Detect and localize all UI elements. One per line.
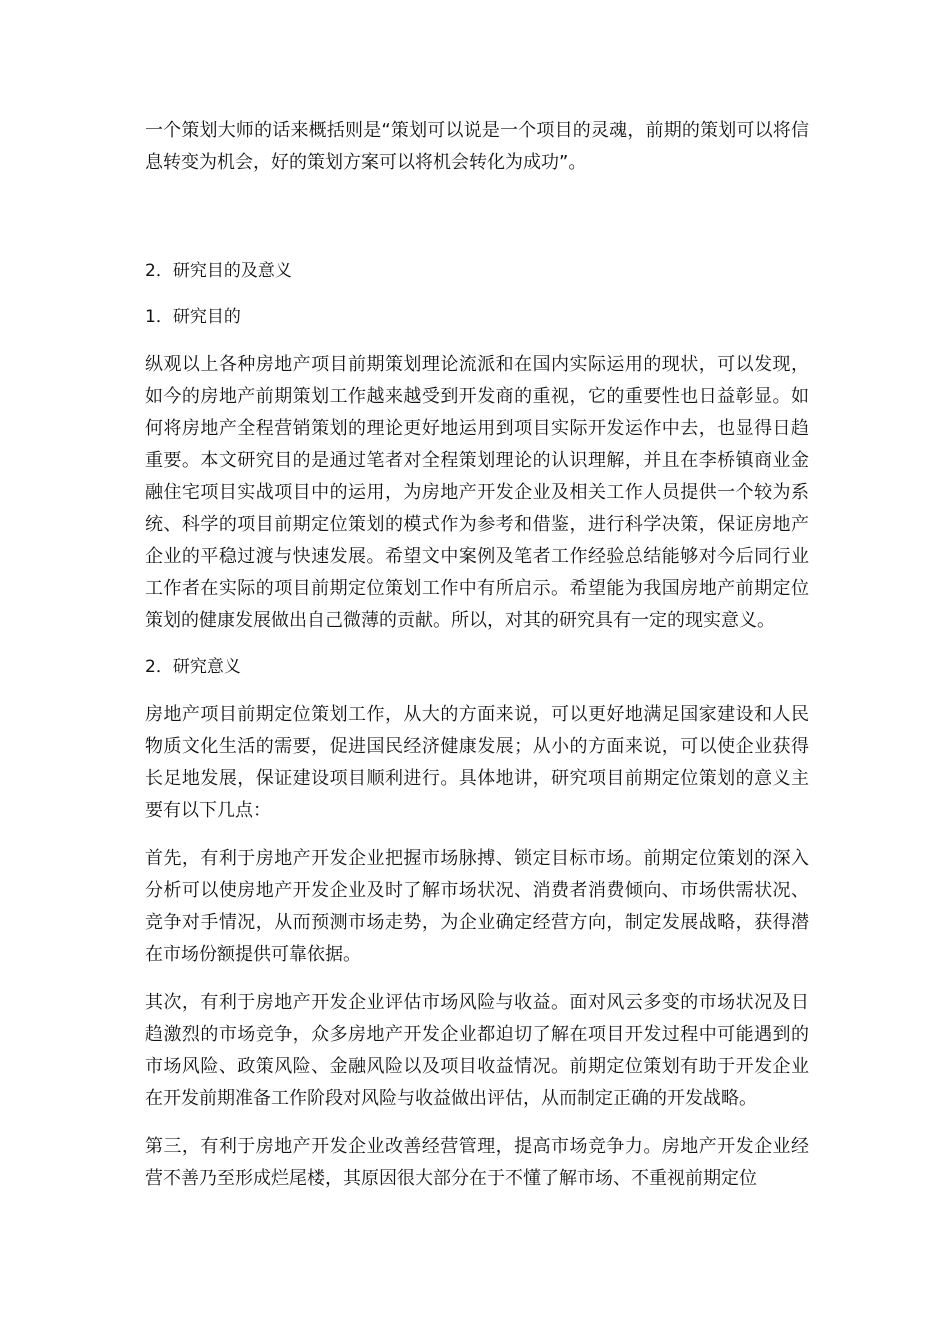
subheading-significance: 2．研究意义 [145, 657, 241, 677]
point-second-paragraph: 其次，有利于房地产开发企业评估市场风险与收益。面对风云多变的市场状况及日趋激烈的市场竞争，众多房地产开发企业都迫切了解在项目开发过程中可能遇到的市场风险、政策风险、金融风险以及项目收益情况。前期定位策划有助于开发企业在开发前期准备工作阶段对风险与收益做出评估，从而制定正确的开发战略。 [145, 992, 809, 1109]
spacer [145, 287, 809, 301]
intro-paragraph: 一个策划大师的话来概括则是“策划可以说是一个项目的灵魂，前期的策划可以将信息转变为机会，好的策划方案可以将机会转化为成功”。 [145, 120, 809, 173]
subheading-purpose: 1．研究目的 [145, 307, 241, 327]
section-spacer [145, 179, 809, 255]
document-body [145, 115, 809, 1195]
spacer [145, 637, 809, 651]
point-first-paragraph: 首先，有利于房地产开发企业把握市场脉搏、锁定目标市场。前期定位策划的深入分析可以使房地产开发企业及时了解市场状况、消费者消费倾向、市场供需状况、竞争对手情况，从而预测市场走势，为企业确定经营方向，制定发展战略，获得潜在市场份额提供可靠依据。 [145, 848, 809, 965]
spacer [145, 1115, 809, 1131]
spacer [145, 683, 809, 699]
spacer [145, 971, 809, 987]
point-third-paragraph: 第三，有利于房地产开发企业改善经营管理，提高市场竞争力。房地产开发企业经营不善乃至形成烂尾楼，其原因很大部分在于不懂了解市场、不重视前期定位 [145, 1136, 809, 1189]
section-heading: 2．研究目的及意义 [145, 261, 292, 281]
spacer [145, 333, 809, 349]
purpose-paragraph: 纵观以上各种房地产项目前期策划理论流派和在国内实际运用的现状，可以发现，如今的房地产前期策划工作越来越受到开发商的重视，它的重要性也日益彰显。如何将房地产全程营销策划的理论更好地运用到项目实际开发运作中去，也显得日趋重要。本文研究目的是通过笔者对全程策划理论的认识理解，并且在李桥镇商业金融住宅项目实战项目中的运用，为房地产开发企业及相关工作人员提供一个较为系统、科学的项目前期定位策划的模式作为参考和借鉴，进行科学决策，保证房地产企业的平稳过渡与快速发展。希望文中案例及笔者工作经验总结能够对今后同行业工作者在实际的项目前期定位策划工作中有所启示。希望能为我国房地产前期定位策划的健康发展做出自己微薄的贡献。所以，对其的研究具有一定的现实意义。 [145, 354, 809, 631]
significance-paragraph: 房地产项目前期定位策划工作，从大的方面来说，可以更好地满足国家建设和人民物质文化生活的需要，促进国民经济健康发展；从小的方面来说，可以使企业获得长足地发展，保证建设项目顺利进行。具体地讲，研究项目前期定位策划的意义主要有以下几点： [145, 704, 809, 821]
spacer [145, 827, 809, 843]
